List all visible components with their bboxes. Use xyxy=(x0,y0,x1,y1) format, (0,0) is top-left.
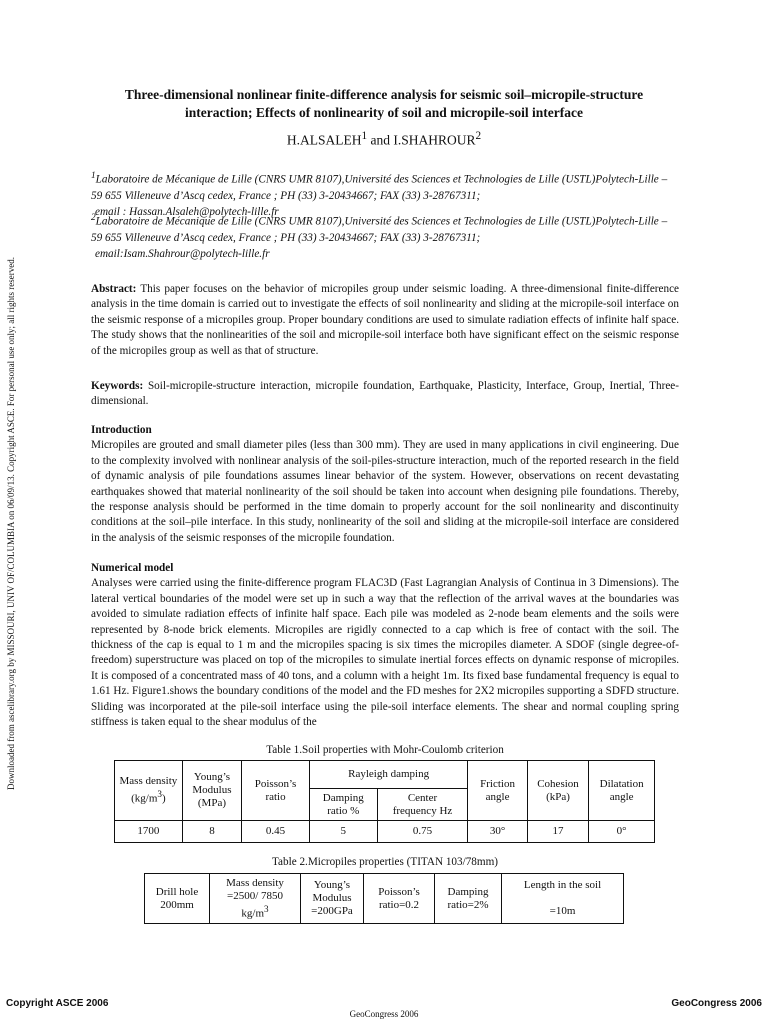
author-1: H.ALSALEH xyxy=(286,132,362,148)
header-rayleigh-damping: Rayleigh damping xyxy=(309,761,467,789)
micropiles-properties-table xyxy=(144,873,624,924)
header-youngs-modulus: Young’s Modulus (MPa) xyxy=(182,761,241,821)
numerical-model-section xyxy=(91,561,679,730)
value-mass-density: 1700 xyxy=(115,821,183,843)
affiliation-1-number: 1 xyxy=(91,171,96,181)
introduction-text: Micropiles are grouted and small diameter piles (less than 300 mm). They are used in many applications in civil engineering. Due to the complexity involved with nonlinear analysis of the soil-piles-structure interaction, much of the reported research in the field of dynamic analysis of pile foundations assumes linear behavior of the system. However, observations on recent devastating earthquakes showed that material nonlinearity of the soil should be taken into account when designing pile foundations. Thereby, the response analysis should be performed in the time domain to properly account for the soil nonlinearity and discontinuity conditions at the soil–pile interface. In this study, nonlinearity of the soil and sliding at the micropile-soil interface are considered in the analysis of the seismic responses of the micropile foundation. xyxy=(91,439,679,544)
affiliation-1-email: email : Hassan.Alsaleh@polytech-lille.fr xyxy=(95,205,279,218)
affiliation-2-email: email:Isam.Shahrour@polytech-lille.fr xyxy=(95,247,270,260)
abstract-text: This paper focuses on the behavior of micropiles group under seismic loading. A three-dimensional finite-difference analysis in the time domain is carried out to investigate the effects of soil nonlinearity and sliding at the micropile-soil interface on the seismic response of a micropiles group. Proper boundary conditions are used to simulate radiation effects of infinite half space. The study shows that the nonlinearities of the soil and micropile-soil interface both have significant effect on the seismic response of the micropiles group as well as that of structure. xyxy=(91,283,679,357)
value-youngs-modulus: 8 xyxy=(182,821,241,843)
cell-drill-hole: Drill hole 200mm xyxy=(145,874,210,924)
abstract xyxy=(91,282,679,359)
footer-copyright: Copyright ASCE 2006 xyxy=(6,998,109,1009)
header-dilatation-angle: Dilatation angle xyxy=(589,761,655,821)
value-poissons-ratio: 0.45 xyxy=(242,821,310,843)
header-cohesion: Cohesion (kPa) xyxy=(527,761,589,821)
footer-conference-right: GeoCongress 2006 xyxy=(671,998,762,1009)
affiliation-2-text: Laboratoire de Mécanique de Lille (CNRS UMR 8107),Université des Sciences et Technologies de Lille (USTL)Polytech-Lille – 59 655 Villeneuve d’Ascq cedex, France ; PH (33) 3-20434667; FAX (33) 3-28767311; xyxy=(91,215,668,244)
introduction-heading: Introduction xyxy=(91,424,152,436)
value-dilatation-angle: 0° xyxy=(589,821,655,843)
table-1-caption: Table 1.Soil properties with Mohr-Coulomb criterion xyxy=(266,744,504,756)
affiliation-1-text: Laboratoire de Mécanique de Lille (CNRS UMR 8107),Université des Sciences et Technologies de Lille (USTL)Polytech-Lille – 59 655 Villeneuve d’Ascq cedex, France ; PH (33) 3-20434667; FAX (33) 3-28767311; xyxy=(91,173,668,202)
author-and: and xyxy=(367,132,394,148)
abstract-label: Abstract: xyxy=(91,283,137,295)
value-friction-angle: 30° xyxy=(468,821,527,843)
keywords-text: Soil-micropile-structure interaction, micropile foundation, Earthquake, Plasticity, Interface, Group, Inertial, Three-dimensional. xyxy=(91,380,679,408)
affiliation-2-number: 2 xyxy=(91,213,96,223)
value-center-frequency: 0.75 xyxy=(377,821,468,843)
numerical-model-text: Analyses were carried using the finite-difference program FLAC3D (Fast Lagrangian Analysis of Continua in 3 Dimensions). The lateral vertical boundaries of the model were set up in such a way that the reflection of the arrival waves at the boundaries was avoided to simulate radiation effects of infinite half space. Each pile was modeled as 2-node beam elements and the soils were represented by 8-node brick elements. Micropiles are rigidly connected to a cap which is free of contact with the soil. The thickness of the cap is equal to 1 m and the micropiles spacing is six times the micropiles diameter. A SDOF (single degree-of-freedom) superstructure was placed on top of the micropiles to simulate inertial forces effects on dynamic response of micropiles. It is composed of a concentrated mass of 40 tons, and a column with a height 1m. Its fixed base fundamental frequency is equal to 1.61 Hz. Figure1.shows the boundary conditions of the model and the FD meshes for 2X2 micropiles supporting a SDFD structure. Sliding was incorporated at the pile-soil interface using the pile-soil interface elements. The shear and normal coupling spring stiffness is taken equal to the shear modulus of the xyxy=(91,577,679,729)
cell-youngs-modulus: Young’s Modulus =200GPa xyxy=(301,874,364,924)
download-notice: Downloaded from ascelibrary.org by MISSOURI, UNIV OF/COLUMBIA on 06/09/13. Copyright ASCE. For personal use only; all rights reserved. xyxy=(6,256,16,790)
cell-poissons-ratio: Poisson’s ratio=0.2 xyxy=(364,874,435,924)
numerical-model-heading: Numerical model xyxy=(91,562,174,574)
cell-damping-ratio: Damping ratio=2% xyxy=(435,874,502,924)
footer-conference-center: GeoCongress 2006 xyxy=(349,1009,419,1019)
author-2-affil: 2 xyxy=(475,130,482,142)
paper-title: Three-dimensional nonlinear finite-difference analysis for seismic soil–micropile-structure interaction; Effects of nonlinearity of soil and micropile-soil interface xyxy=(124,87,644,120)
keywords-label: Keywords: xyxy=(91,380,144,392)
cell-length-in-soil: Length in the soil =10m xyxy=(502,874,624,924)
keywords xyxy=(91,379,679,410)
header-friction-angle: Friction angle xyxy=(468,761,527,821)
authors xyxy=(96,130,672,149)
author-1-affil: 1 xyxy=(361,130,368,142)
header-damping-ratio: Damping ratio % xyxy=(309,789,377,821)
affiliation-2 xyxy=(91,210,681,262)
value-damping-ratio: 5 xyxy=(309,821,377,843)
soil-properties-table xyxy=(114,760,655,843)
value-cohesion: 17 xyxy=(527,821,589,843)
header-poissons-ratio: Poisson’s ratio xyxy=(242,761,310,821)
header-mass-density: Mass density $(kg/m^3)$ xyxy=(115,761,183,821)
header-center-frequency: Center frequency Hz xyxy=(377,789,468,821)
cell-mass-density: Mass density =2500/ 7850 $kg/m^3$ xyxy=(210,874,301,924)
introduction-section xyxy=(91,423,679,546)
author-2: I.SHAHROUR xyxy=(393,132,476,148)
table-2-caption: Table 2.Micropiles properties (TITAN 103/78mm) xyxy=(271,856,499,868)
